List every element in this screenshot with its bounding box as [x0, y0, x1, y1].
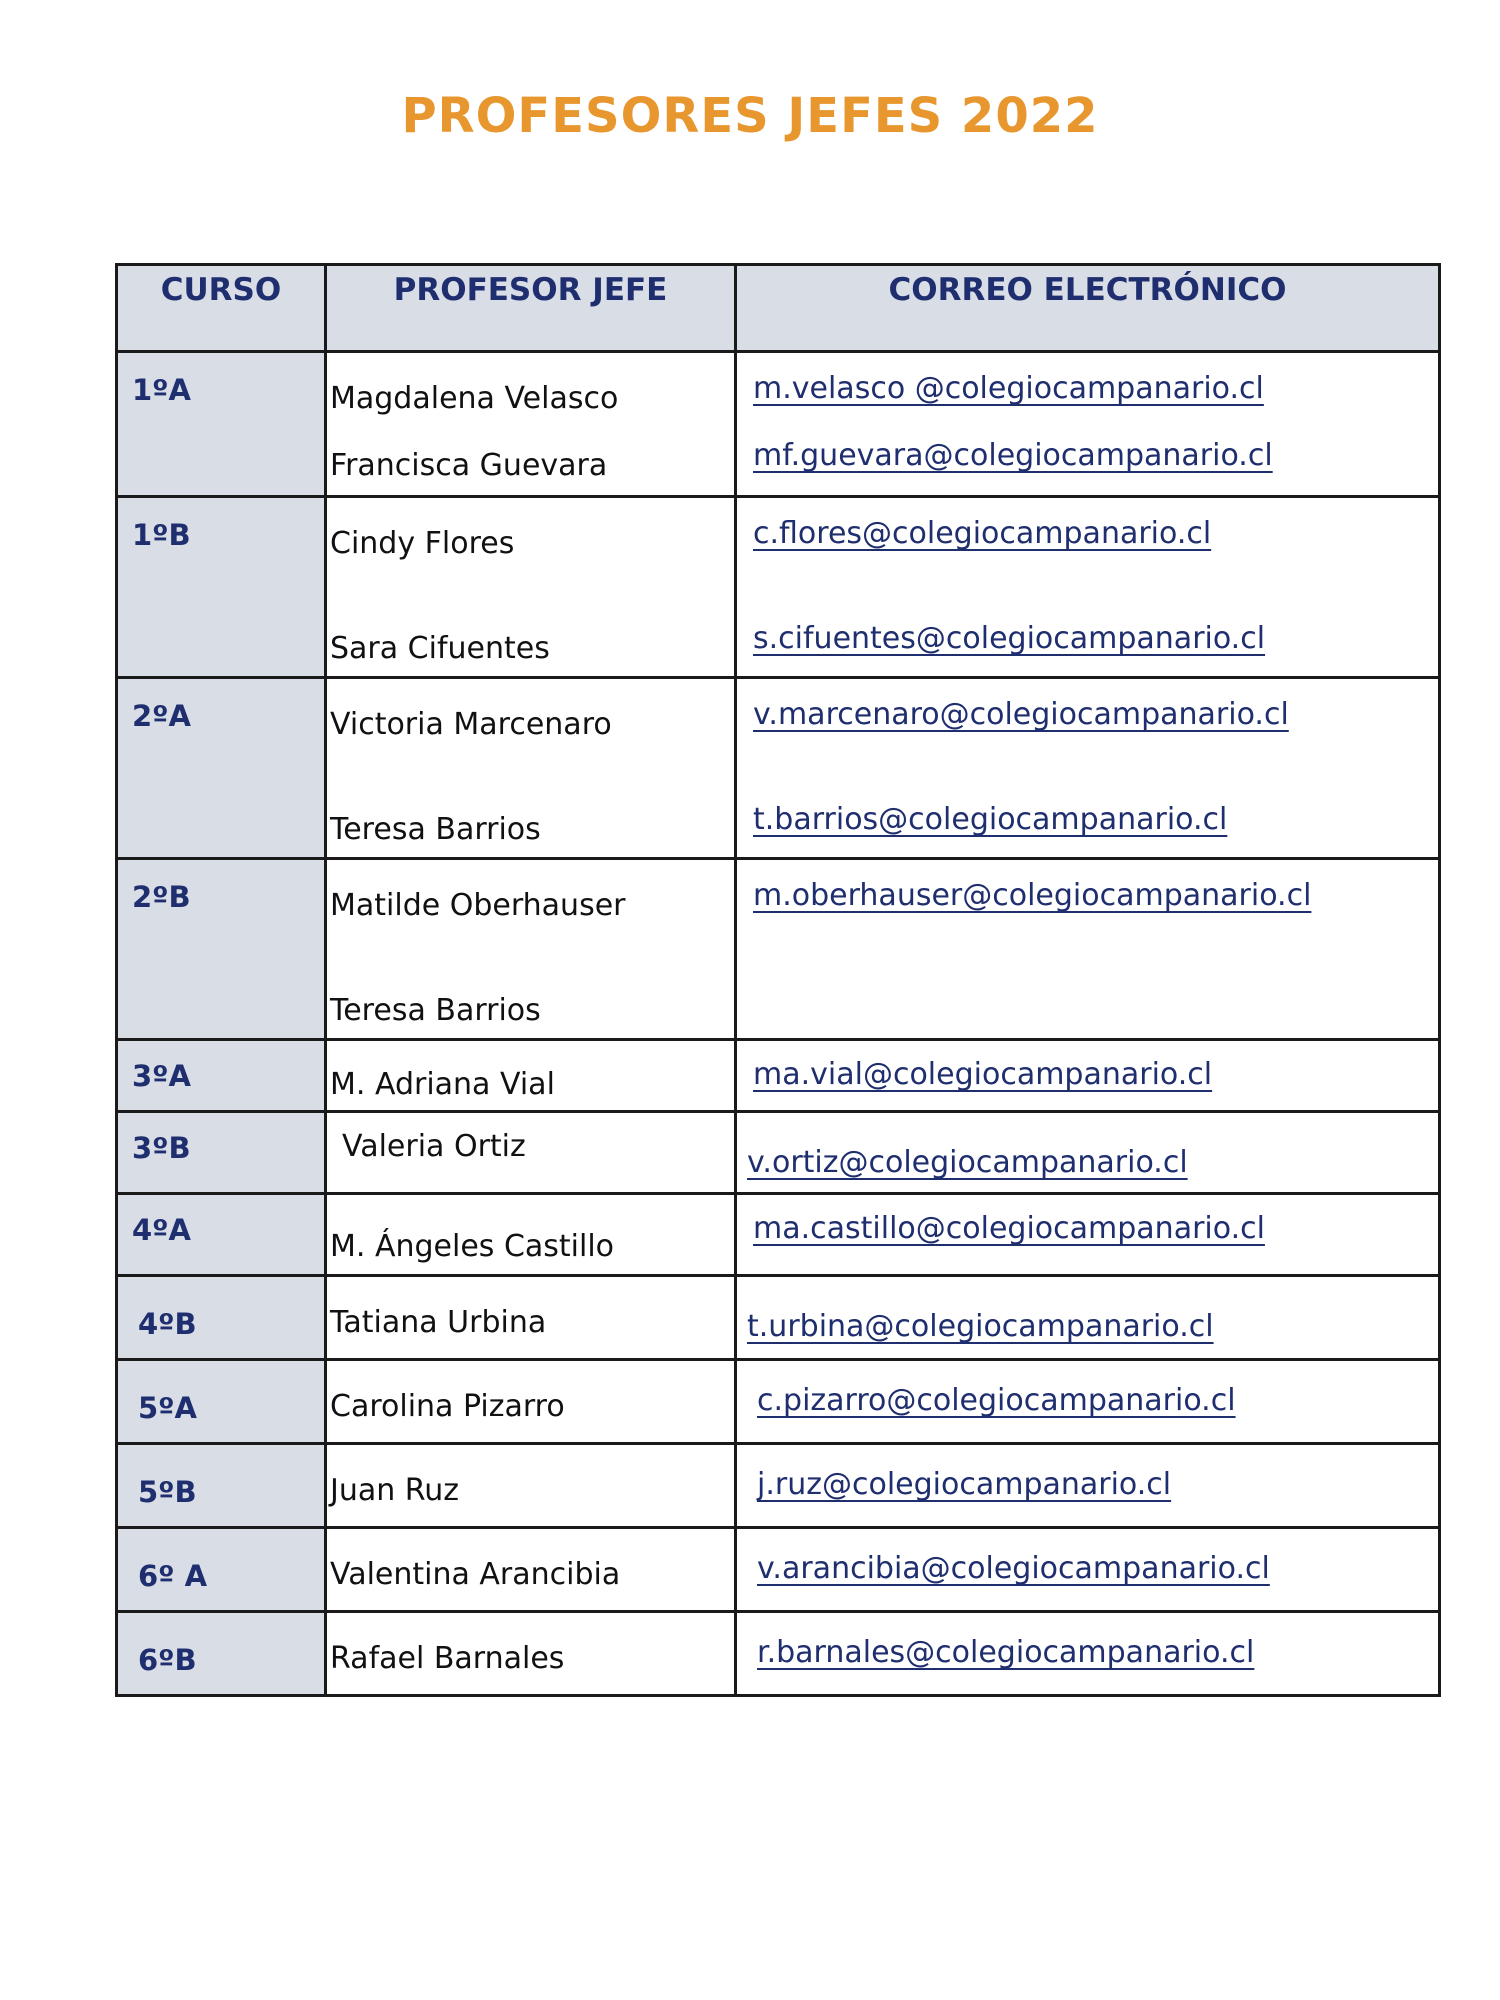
- table-row: [117, 1360, 1440, 1444]
- profesor-cell: [326, 1612, 736, 1696]
- email-link[interactable]: m.velasco @colegiocampanario.cl: [753, 371, 1264, 406]
- curso-cell: 1ºA: [117, 352, 326, 497]
- profesor-cell: [326, 1040, 736, 1112]
- teacher-name: Victoria Marcenaro: [330, 707, 612, 742]
- teacher-name: Valentina Arancibia: [330, 1557, 621, 1592]
- teacher-name: Francisca Guevara: [330, 448, 608, 483]
- email-cell: [736, 859, 1440, 1040]
- teacher-name: Teresa Barrios: [330, 993, 541, 1028]
- curso-cell: 6ºB: [117, 1612, 326, 1696]
- profesor-cell: [326, 1112, 736, 1194]
- email-link[interactable]: s.cifuentes@colegiocampanario.cl: [753, 621, 1266, 656]
- profesor-cell: [326, 1194, 736, 1276]
- email-cell: [736, 1612, 1440, 1696]
- teachers-table: [115, 263, 1441, 1697]
- email-cell: [736, 497, 1440, 678]
- email-link[interactable]: v.ortiz@colegiocampanario.cl: [747, 1145, 1188, 1180]
- profesor-cell: [326, 1444, 736, 1528]
- profesor-cell: [326, 859, 736, 1040]
- table-row: [117, 859, 1440, 1040]
- table-row: [117, 1112, 1440, 1194]
- teacher-name: Valeria Ortiz: [342, 1129, 526, 1164]
- email-cell: [736, 1112, 1440, 1194]
- table-row: [117, 1612, 1440, 1696]
- email-link[interactable]: r.barnales@colegiocampanario.cl: [757, 1635, 1255, 1670]
- curso-cell: 5ºB: [117, 1444, 326, 1528]
- curso-cell: 2ºB: [117, 859, 326, 1040]
- profesor-cell: [326, 1276, 736, 1360]
- email-link[interactable]: m.oberhauser@colegiocampanario.cl: [753, 878, 1312, 913]
- table-row: [117, 678, 1440, 859]
- profesor-cell: [326, 1528, 736, 1612]
- email-cell: [736, 1040, 1440, 1112]
- table-row: [117, 1276, 1440, 1360]
- email-link[interactable]: ma.castillo@colegiocampanario.cl: [753, 1211, 1265, 1246]
- curso-cell: 3ºA: [117, 1040, 326, 1112]
- table-row: [117, 1040, 1440, 1112]
- teacher-name: Carolina Pizarro: [330, 1389, 565, 1424]
- table-row: [117, 1194, 1440, 1276]
- table-row: [117, 1444, 1440, 1528]
- email-cell: [736, 1444, 1440, 1528]
- curso-cell: 4ºA: [117, 1194, 326, 1276]
- table-row: [117, 352, 1440, 497]
- email-link[interactable]: t.urbina@colegiocampanario.cl: [747, 1309, 1214, 1344]
- email-cell: [736, 1360, 1440, 1444]
- email-cell: [736, 1276, 1440, 1360]
- email-cell: [736, 1194, 1440, 1276]
- email-link[interactable]: v.arancibia@colegiocampanario.cl: [757, 1551, 1270, 1586]
- teacher-name: Rafael Barnales: [330, 1641, 565, 1676]
- teacher-name: Teresa Barrios: [330, 812, 541, 847]
- email-link[interactable]: mf.guevara@colegiocampanario.cl: [753, 438, 1273, 473]
- table-header-row: [117, 265, 1440, 352]
- profesor-cell: [326, 497, 736, 678]
- email-link[interactable]: c.flores@colegiocampanario.cl: [753, 516, 1212, 551]
- email-cell: [736, 1528, 1440, 1612]
- email-link[interactable]: c.pizarro@colegiocampanario.cl: [757, 1383, 1236, 1418]
- profesor-cell: [326, 678, 736, 859]
- email-cell: [736, 678, 1440, 859]
- teacher-name: Matilde Oberhauser: [330, 888, 626, 923]
- teacher-name: Tatiana Urbina: [330, 1305, 547, 1340]
- email-link[interactable]: j.ruz@colegiocampanario.cl: [757, 1467, 1172, 1502]
- teacher-name: M. Adriana Vial: [330, 1067, 555, 1102]
- email-link[interactable]: ma.vial@colegiocampanario.cl: [753, 1057, 1213, 1092]
- header-curso: CURSO: [117, 265, 326, 352]
- page-title: PROFESORES JEFES 2022: [401, 88, 1099, 144]
- table-row: [117, 1528, 1440, 1612]
- profesor-cell: [326, 352, 736, 497]
- curso-cell: 1ºB: [117, 497, 326, 678]
- profesor-cell: [326, 1360, 736, 1444]
- teacher-name: Sara Cifuentes: [330, 631, 550, 666]
- teacher-name: Juan Ruz: [330, 1473, 460, 1508]
- curso-cell: 2ºA: [117, 678, 326, 859]
- curso-cell: 4ºB: [117, 1276, 326, 1360]
- curso-cell: 3ºB: [117, 1112, 326, 1194]
- curso-cell: 5ºA: [117, 1360, 326, 1444]
- email-link[interactable]: t.barrios@colegiocampanario.cl: [753, 802, 1228, 837]
- header-profesor-jefe: PROFESOR JEFE: [326, 265, 736, 352]
- teacher-name: Cindy Flores: [330, 526, 515, 561]
- teacher-name: M. Ángeles Castillo: [330, 1229, 615, 1264]
- curso-cell: 6º A: [117, 1528, 326, 1612]
- email-link[interactable]: v.marcenaro@colegiocampanario.cl: [753, 697, 1289, 732]
- email-cell: [736, 352, 1440, 497]
- header-correo: CORREO ELECTRÓNICO: [736, 265, 1440, 352]
- table-row: [117, 497, 1440, 678]
- teacher-name: Magdalena Velasco: [330, 381, 619, 416]
